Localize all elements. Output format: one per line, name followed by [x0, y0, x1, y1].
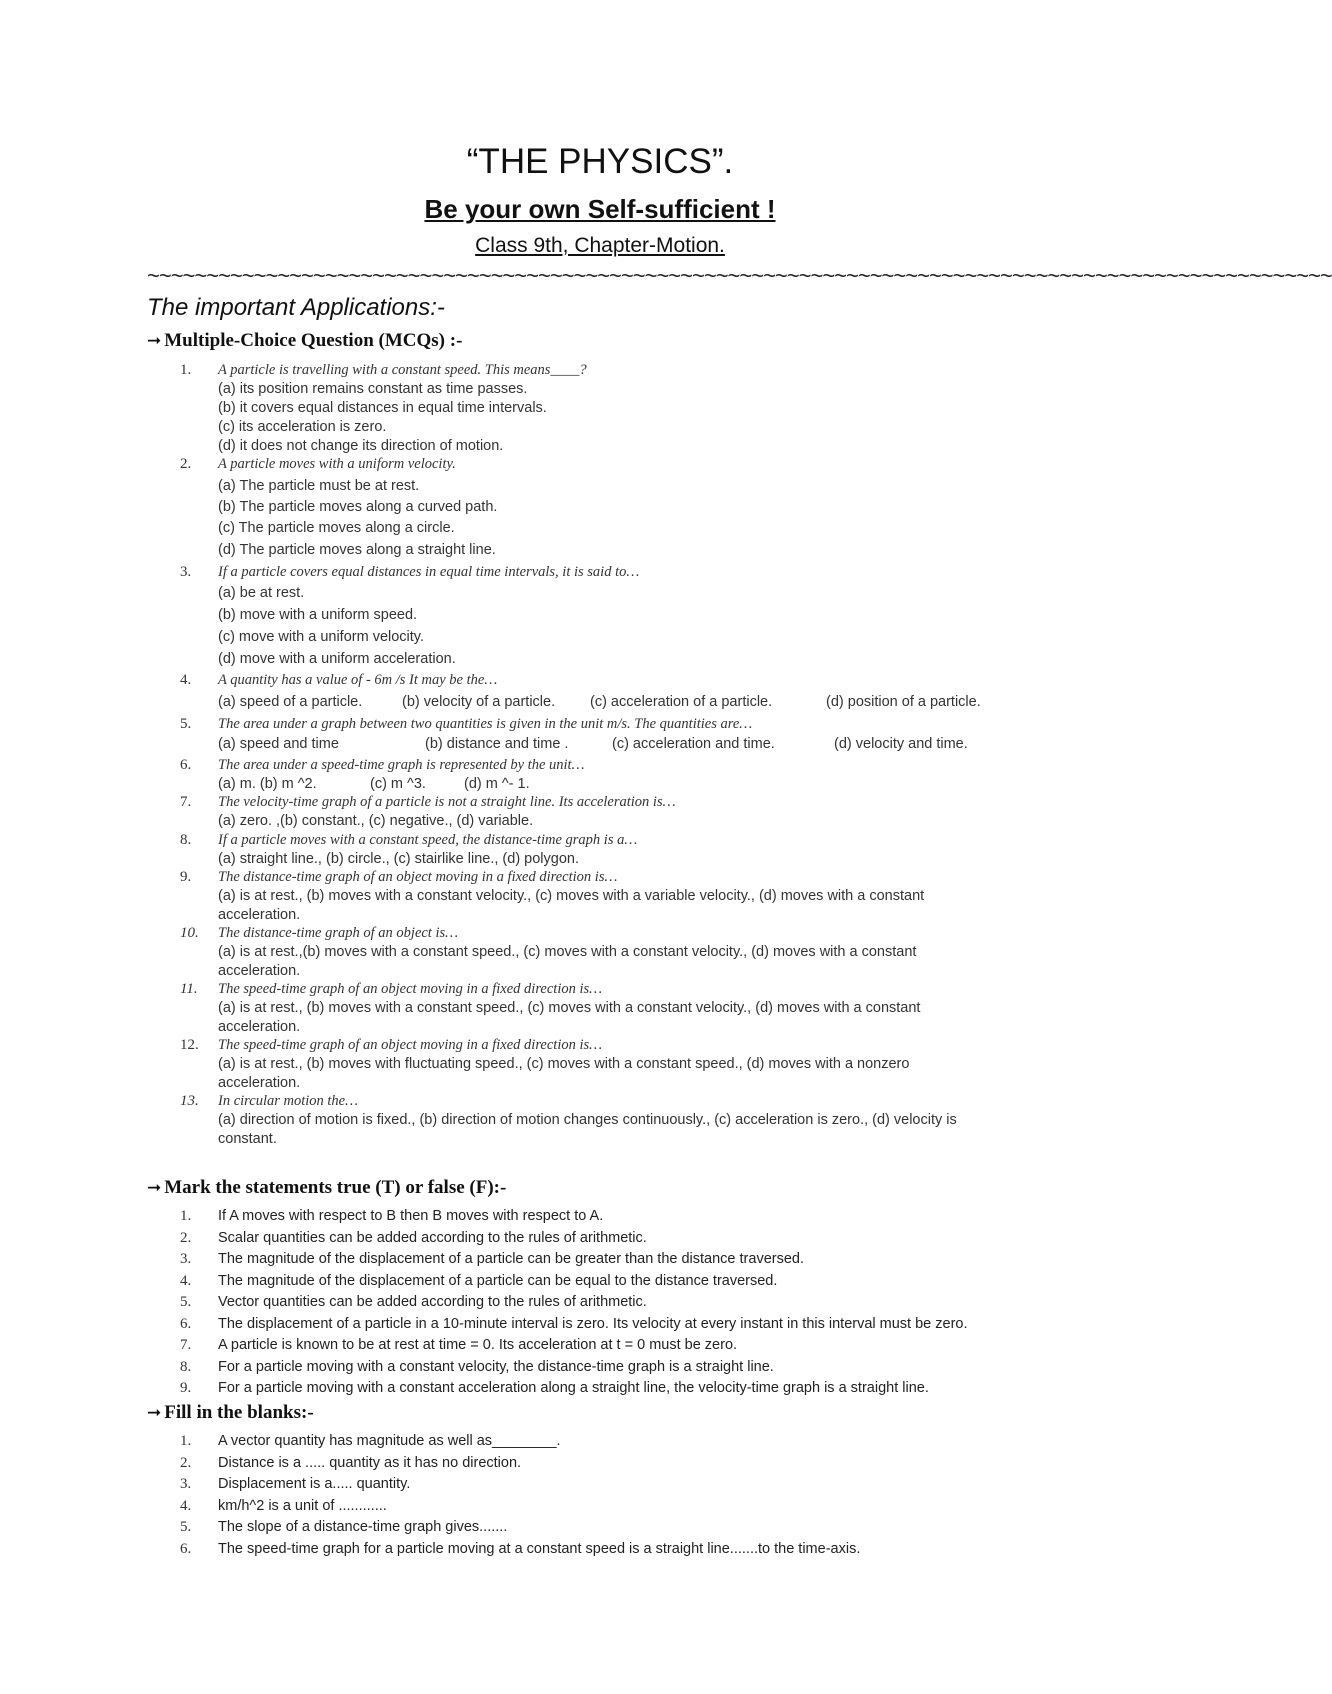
- question-text: The area under a graph between two quantities is given in the unit m/s. The quantities are…: [218, 716, 753, 732]
- option: (d) it does not change its direction of motion.: [218, 438, 504, 454]
- statement: A particle is known to be at rest at time = 0. Its acceleration at t = 0 must be zero.: [218, 1337, 738, 1353]
- option: (a) is at rest., (b) moves with fluctuating speed., (c) moves with a constant speed., (d) moves with a nonzero: [218, 1056, 910, 1072]
- item-number: 1.: [180, 1208, 192, 1224]
- arrow-right-icon: ➞: [147, 1403, 162, 1423]
- question-text: If a particle covers equal distances in equal time intervals, it is said to…: [218, 564, 640, 580]
- question-number: 13.: [180, 1093, 199, 1109]
- option: (a) be at rest.: [218, 585, 305, 601]
- option: (b) it covers equal distances in equal time intervals.: [218, 400, 547, 416]
- blank-item: A vector quantity has magnitude as well as________.: [218, 1433, 561, 1449]
- option: (a) its position remains constant as time passes.: [218, 381, 528, 397]
- question-number: 2.: [180, 456, 192, 472]
- item-number: 2.: [180, 1455, 192, 1471]
- item-number: 8.: [180, 1359, 192, 1375]
- applications-heading: The important Applications:-: [147, 294, 445, 321]
- option: (c) The particle moves along a circle.: [218, 520, 455, 536]
- statement: For a particle moving with a constant velocity, the distance-time graph is a straight line.: [218, 1359, 774, 1375]
- document-title: “THE PHYSICS”.: [466, 142, 734, 181]
- true-false-heading-text: Mark the statements true (T) or false (F):-: [164, 1177, 507, 1198]
- question-text: The speed-time graph of an object moving in a fixed direction is…: [218, 1037, 603, 1053]
- item-number: 6.: [180, 1541, 192, 1557]
- item-number: 7.: [180, 1337, 192, 1353]
- option: (a) is at rest., (b) moves with a constant speed., (c) moves with a constant velocity., (d) moves with a constant: [218, 1000, 921, 1016]
- option: (a) is at rest.,(b) moves with a constant speed., (c) moves with a constant velocity., (d) moves with a constant: [218, 944, 917, 960]
- question-text: The distance-time graph of an object moving in a fixed direction is…: [218, 869, 618, 885]
- option: (c) acceleration and time.: [612, 736, 775, 752]
- question-number: 3.: [180, 564, 192, 580]
- option: (c) its acceleration is zero.: [218, 419, 387, 435]
- question-text: A particle moves with a uniform velocity.: [218, 456, 456, 472]
- question-number: 5.: [180, 716, 192, 732]
- option: (a) speed and time: [218, 736, 339, 752]
- option: (a) speed of a particle.: [218, 694, 363, 710]
- question-number: 10.: [180, 925, 199, 941]
- item-number: 6.: [180, 1316, 192, 1332]
- statement: The displacement of a particle in a 10-minute interval is zero. Its velocity at every instant in this interval must be zero.: [218, 1316, 968, 1332]
- option: (b) move with a uniform speed.: [218, 607, 418, 623]
- blank-item: The speed-time graph for a particle moving at a constant speed is a straight line.......to the time-axis.: [218, 1541, 861, 1557]
- item-number: 9.: [180, 1380, 192, 1396]
- option: (d) The particle moves along a straight line.: [218, 542, 496, 558]
- option: acceleration.: [218, 907, 301, 923]
- option: (c) acceleration of a particle.: [590, 694, 773, 710]
- option: (d) velocity and time.: [834, 736, 968, 752]
- option: (d) move with a uniform acceleration.: [218, 651, 456, 667]
- option: (a) zero. ,(b) constant., (c) negative., (d) variable.: [218, 813, 534, 829]
- item-number: 1.: [180, 1433, 192, 1449]
- mcq-heading-text: Multiple-Choice Question (MCQs) :-: [164, 330, 463, 351]
- option: (d) position of a particle.: [826, 694, 981, 710]
- document-subtitle: Be your own Self-sufficient !: [424, 194, 776, 224]
- option: (a) m. (b) m ^2.: [218, 776, 317, 792]
- fill-blanks-heading: [147, 1402, 314, 1424]
- option: (a) The particle must be at rest.: [218, 478, 420, 494]
- option: (a) is at rest., (b) moves with a constant velocity., (c) moves with a variable velocity., (d) moves with a constant: [218, 888, 925, 904]
- question-number: 6.: [180, 757, 192, 773]
- fill-blanks-heading-text: Fill in the blanks:-: [164, 1402, 314, 1423]
- statement: If A moves with respect to B then B moves with respect to A.: [218, 1208, 604, 1224]
- question-text: A particle is travelling with a constant speed. This means____?: [218, 362, 587, 378]
- mcq-heading: [147, 330, 462, 352]
- question-number: 7.: [180, 794, 192, 810]
- question-number: 12.: [180, 1037, 199, 1053]
- class-chapter-line: Class 9th, Chapter-Motion.: [475, 234, 725, 257]
- statement: For a particle moving with a constant acceleration along a straight line, the velocity-time graph is a straight line.: [218, 1380, 929, 1396]
- tilde-separator: ~~~~~~~~~~~~~~~~~~~~~~~~~~~~~~~~~~~~~~~~~~~~~~~~~~~~~~~~~~~~~~~~~~~~~~~~~~~~~~~~~~~~~~~~~~~~~~~~~~~~: [147, 263, 1332, 288]
- question-number: 4.: [180, 672, 192, 688]
- statement: The magnitude of the displacement of a particle can be greater than the distance traversed.: [218, 1251, 804, 1267]
- option: (a) straight line., (b) circle., (c) stairlike line., (d) polygon.: [218, 851, 579, 867]
- blank-item: Displacement is a..... quantity.: [218, 1476, 411, 1492]
- question-number: 8.: [180, 832, 192, 848]
- option: (c) m ^3.: [370, 776, 426, 792]
- question-text: A quantity has a value of - 6m /s It may be the…: [218, 672, 498, 688]
- item-number: 3.: [180, 1476, 192, 1492]
- question-text: The area under a speed-time graph is represented by the unit…: [218, 757, 585, 773]
- question-number: 11.: [180, 981, 198, 997]
- option: (d) m ^- 1.: [464, 776, 530, 792]
- question-number: 9.: [180, 869, 192, 885]
- option: acceleration.: [218, 1075, 301, 1091]
- question-text: The distance-time graph of an object is…: [218, 925, 459, 941]
- question-text: The velocity-time graph of a particle is not a straight line. Its acceleration is…: [218, 794, 676, 810]
- option: (b) distance and time .: [425, 736, 569, 752]
- blank-item: Distance is a ..... quantity as it has no direction.: [218, 1455, 522, 1471]
- item-number: 3.: [180, 1251, 192, 1267]
- item-number: 2.: [180, 1230, 192, 1246]
- statement: Vector quantities can be added according to the rules of arithmetic.: [218, 1294, 647, 1310]
- blank-item: km/h^2 is a unit of ............: [218, 1498, 387, 1514]
- item-number: 5.: [180, 1294, 192, 1310]
- true-false-heading: [147, 1177, 506, 1199]
- option: acceleration.: [218, 963, 301, 979]
- option: (b) The particle moves along a curved path.: [218, 499, 498, 515]
- item-number: 4.: [180, 1273, 192, 1289]
- option: (a) direction of motion is fixed., (b) direction of motion changes continuously., (c) acceleration is zero., (d) velocity is: [218, 1112, 957, 1128]
- statement: The magnitude of the displacement of a particle can be equal to the distance traversed.: [218, 1273, 778, 1289]
- question-text: The speed-time graph of an object moving in a fixed direction is…: [218, 981, 603, 997]
- option: (b) velocity of a particle.: [402, 694, 556, 710]
- option: constant.: [218, 1131, 277, 1147]
- question-text: If a particle moves with a constant speed, the distance-time graph is a…: [218, 832, 638, 848]
- item-number: 5.: [180, 1519, 192, 1535]
- arrow-right-icon: ➞: [147, 331, 162, 351]
- arrow-right-icon: ➞: [147, 1178, 162, 1198]
- option: acceleration.: [218, 1019, 301, 1035]
- statement: Scalar quantities can be added according to the rules of arithmetic.: [218, 1230, 647, 1246]
- blank-item: The slope of a distance-time graph gives.......: [218, 1519, 508, 1535]
- item-number: 4.: [180, 1498, 192, 1514]
- option: (c) move with a uniform velocity.: [218, 629, 425, 645]
- question-number: 1.: [180, 362, 192, 378]
- question-text: In circular motion the…: [218, 1093, 359, 1109]
